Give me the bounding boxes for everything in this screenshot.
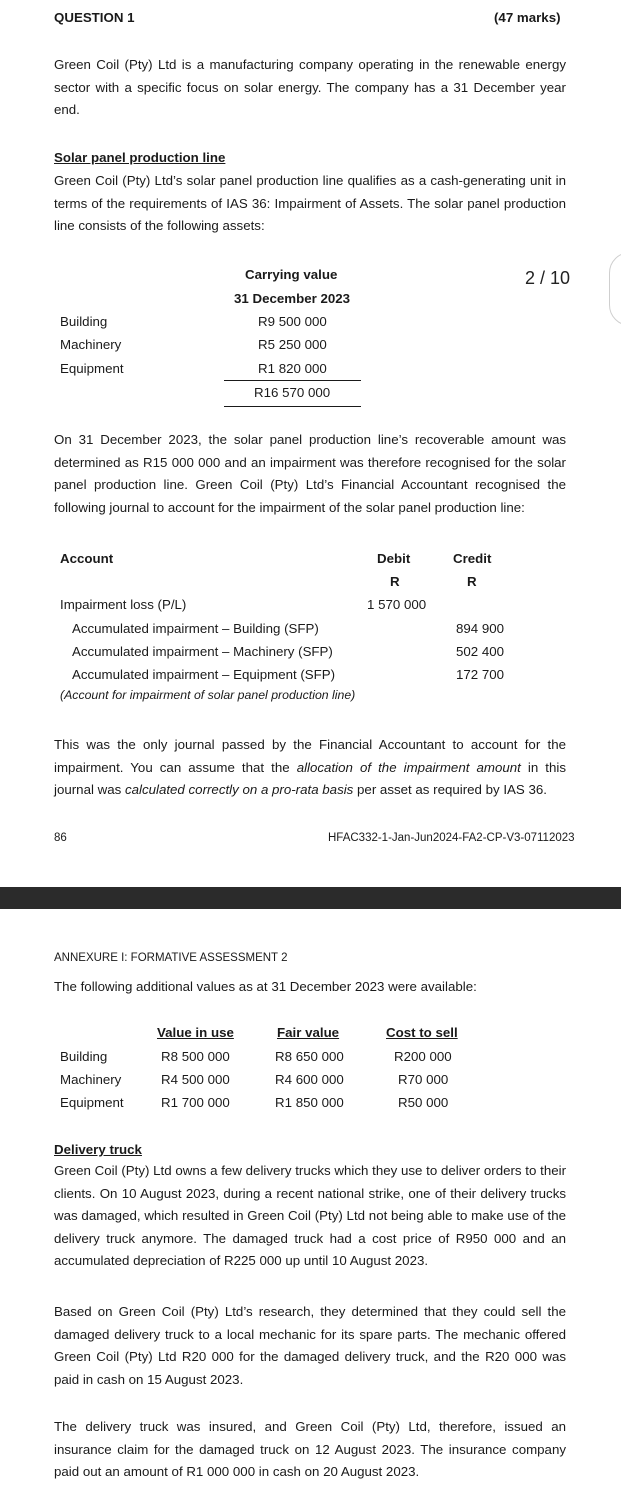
intro-text: Green Coil (Pty) Ltd is a manufacturing company operating in the renewable energy sector with a specific focus on solar energy. The company has a 31 December year end. xyxy=(54,57,566,118)
assets-row-value: R1 820 000 xyxy=(258,361,327,376)
values-header: Cost to sell xyxy=(386,1025,458,1040)
assets-header-date: 31 December 2023 xyxy=(234,291,351,306)
assets-header-carrying: Carrying value xyxy=(245,267,338,282)
question-marks: (47 marks) xyxy=(494,10,561,25)
values-cell: R70 000 xyxy=(398,1072,449,1087)
page-indicator-edge xyxy=(609,252,621,326)
only-journal-after: per asset as required by IAS 36. xyxy=(353,782,547,798)
journal-row-account: Accumulated impairment – Building (SFP) xyxy=(72,621,319,636)
truck-heading: Delivery truck xyxy=(54,1142,142,1157)
values-cell: R4 600 000 xyxy=(275,1072,344,1087)
journal-header-debit-unit: R xyxy=(390,574,400,589)
footer-page-number: 86 xyxy=(54,832,67,844)
assets-total-value: R16 570 000 xyxy=(254,385,331,400)
journal-row-debit: 1 570 000 xyxy=(367,597,427,612)
page-indicator-label: 2 / 10 xyxy=(525,268,571,288)
journal-row-account: Accumulated impairment – Machinery (SFP) xyxy=(72,644,333,659)
values-cell: R4 500 000 xyxy=(161,1072,230,1087)
only-journal-mid: in this journal was xyxy=(54,759,566,798)
journal-header-debit: Debit xyxy=(377,551,411,566)
assets-row-label: Building xyxy=(60,314,108,329)
journal-row-account: Impairment loss (P/L) xyxy=(60,597,187,612)
journal-header-credit-unit: R xyxy=(467,574,477,589)
only-journal-text xyxy=(54,734,566,802)
values-row-label: Building xyxy=(60,1049,108,1064)
only-journal-paragraph xyxy=(54,734,566,802)
total-bottom-rule xyxy=(224,406,361,407)
truck-paragraph-3 xyxy=(54,1416,566,1484)
values-header: Value in use xyxy=(157,1025,234,1040)
truck-text-1: Green Coil (Pty) Ltd owns a few delivery trucks which they use to deliver orders to their clients. On 10 August 2023, during a recent national strike, one of their delivery trucks was damaged, which resulted in Green Coil (Pty) Ltd not being able to make use of the delivery truck anymore. The damaged truck had a cost price of R950 000 and an accumulated depreciation of R225 000 up until 10 August 2023. xyxy=(54,1163,566,1269)
assets-row-label: Machinery xyxy=(60,337,122,352)
only-journal-italic2: calculated correctly on a pro-rata basis xyxy=(124,782,354,798)
page-break-bar xyxy=(0,887,621,909)
values-header: Fair value xyxy=(277,1025,340,1040)
assets-row-value: R9 500 000 xyxy=(258,314,327,329)
question-title: QUESTION 1 xyxy=(54,10,135,25)
recoverable-paragraph xyxy=(54,429,566,519)
solar-heading: Solar panel production line xyxy=(54,150,226,165)
only-journal-before: This was the only journal passed by the Financial Accountant to account for the impairment. You can assume that the xyxy=(54,737,566,775)
annexure-title: ANNEXURE I: FORMATIVE ASSESSMENT 2 xyxy=(54,952,288,964)
values-row-label: Machinery xyxy=(60,1072,122,1087)
assets-row-label: Equipment xyxy=(60,361,124,376)
values-cell: R8 500 000 xyxy=(161,1049,230,1064)
journal-row-credit: 172 700 xyxy=(456,667,505,682)
recoverable-text: On 31 December 2023, the solar panel production line’s recoverable amount was determined as R15 000 000 and an impairment was therefore recognised for the solar panel production line. Green Coil (Pty) Ltd’s Financial Accountant recognised the following journal to account for the impairment of the solar panel production line: xyxy=(54,432,566,515)
solar-paragraph xyxy=(54,170,566,238)
solar-text: Green Coil (Pty) Ltd’s solar panel production line qualifies as a cash-generating unit in terms of the requirements of IAS 36: Impairment of Assets. The solar panel production line consists of the following assets: xyxy=(54,173,566,234)
journal-row-credit: 894 900 xyxy=(456,621,505,636)
journal-narration: (Account for impairment of solar panel production line) xyxy=(60,688,356,702)
journal-header-account: Account xyxy=(60,551,114,566)
only-journal-italic1: allocation of the impairment amount xyxy=(296,759,521,775)
values-row-label: Equipment xyxy=(60,1095,124,1110)
intro-paragraph xyxy=(54,54,566,122)
journal-row-credit: 502 400 xyxy=(456,644,505,659)
page-indicator[interactable] xyxy=(507,252,617,304)
journal-row-account: Accumulated impairment – Equipment (SFP) xyxy=(72,667,336,682)
truck-text-2: Based on Green Coil (Pty) Ltd’s research, they determined that they could sell the damaged delivery truck to a local mechanic for its spare parts. The mechanic offered Green Coil (Pty) Ltd R20 000 for the damaged delivery truck, and the R20 000 was paid in cash on 15 August 2023. xyxy=(54,1304,566,1387)
values-cell: R200 000 xyxy=(394,1049,452,1064)
total-top-rule xyxy=(224,380,361,381)
footer-code: HFAC332-1-Jan-Jun2024-FA2-CP-V3-07112023 xyxy=(328,832,575,844)
journal-header-credit: Credit xyxy=(453,551,492,566)
truck-paragraph-1 xyxy=(54,1160,566,1273)
values-cell: R1 700 000 xyxy=(161,1095,230,1110)
assets-row-value: R5 250 000 xyxy=(258,337,327,352)
values-cell: R1 850 000 xyxy=(275,1095,344,1110)
truck-text-3: The delivery truck was insured, and Green Coil (Pty) Ltd, therefore, issued an insurance claim for the damaged truck on 12 August 2023. The insurance company paid out an amount of R1 000 000 in cash on 20 August 2023. xyxy=(54,1419,566,1480)
annexure-intro: The following additional values as at 31 December 2023 were available: xyxy=(54,979,477,994)
values-cell: R50 000 xyxy=(398,1095,449,1110)
truck-paragraph-2 xyxy=(54,1301,566,1391)
values-cell: R8 650 000 xyxy=(275,1049,344,1064)
